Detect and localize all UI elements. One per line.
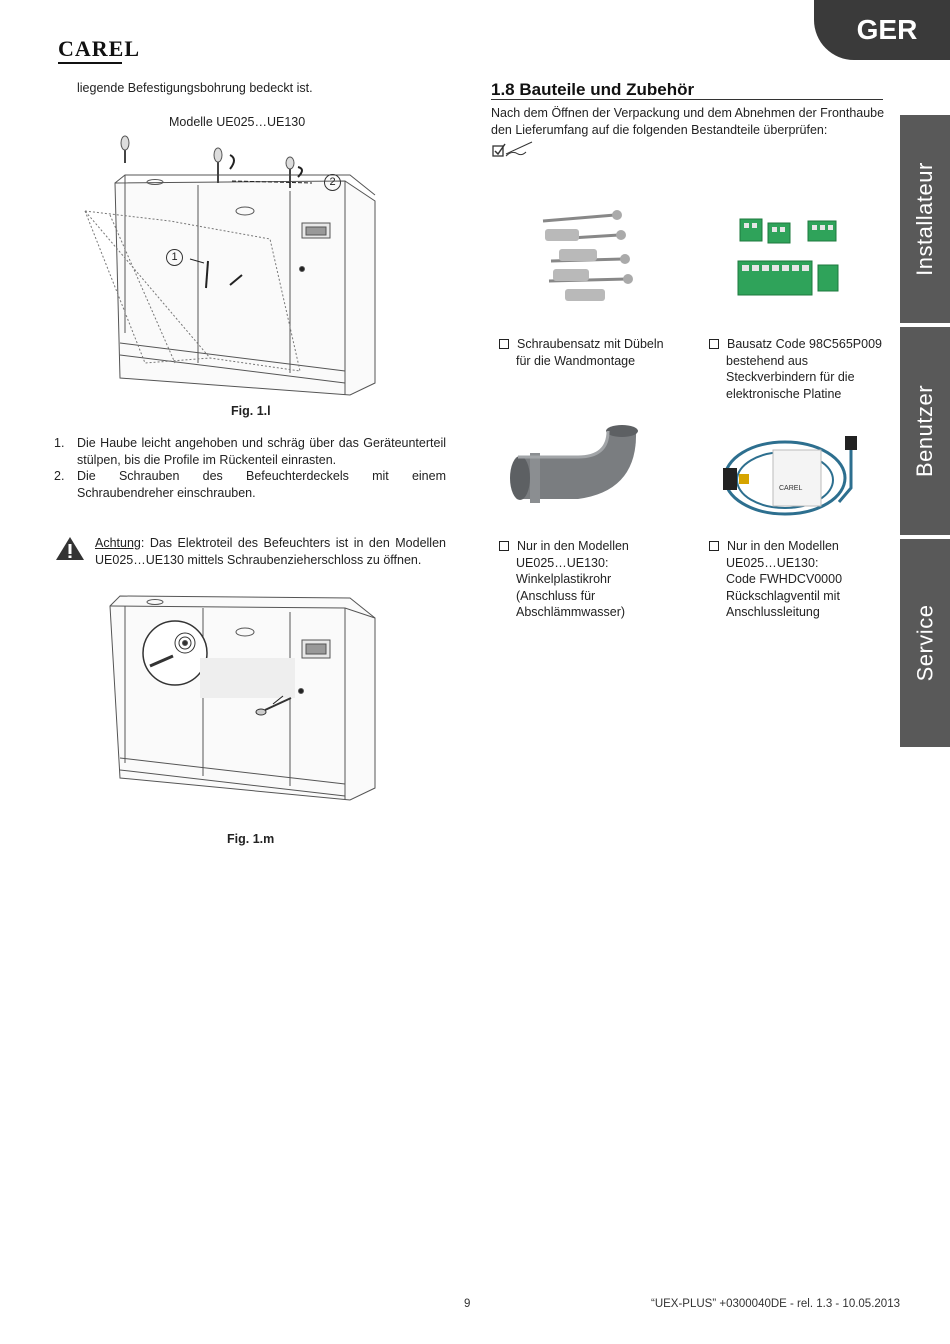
item-line: Winkelplastikrohr (516, 572, 612, 586)
item-check-valve (709, 538, 899, 621)
elbow-pipe-photo (508, 421, 658, 521)
warning-paragraph (95, 535, 446, 568)
step-item (54, 435, 446, 468)
section-rule (491, 99, 883, 100)
carel-logo: CAREL (58, 36, 141, 61)
screws-and-dowels-photo (535, 205, 635, 307)
step-item (54, 468, 446, 501)
side-tab-installateur[interactable] (900, 115, 950, 323)
step-number: 2. (54, 469, 65, 483)
item-line: Rückschlagventil mit (726, 588, 840, 603)
item-line: elektronische Platine (726, 386, 842, 401)
item-line: (Anschluss für (516, 588, 596, 603)
warning-text: : Das Elektroteil des Befeuchters ist in den Modellen UE025…UE130 mittels Schraubenzieherschloss zu öffnen. (95, 536, 446, 567)
models-label: Modelle UE025…UE130 (169, 115, 306, 129)
checkbox-icon (709, 541, 719, 551)
item-line: Steckverbindern für die (726, 370, 855, 384)
callout-2: 2 (324, 174, 341, 191)
checkbox-icon (499, 339, 509, 349)
document-reference: “UEX-PLUS” +0300040DE - rel. 1.3 - 10.05.2013 (651, 1298, 900, 1310)
warning-icon (55, 536, 85, 561)
language-tab: GER (814, 0, 950, 60)
steps-list (54, 435, 446, 501)
warning-label: Achtung (95, 536, 141, 550)
figure-1l-drawing (80, 133, 400, 398)
side-tab-label: Installateur (912, 162, 937, 276)
item-elbow-pipe (499, 538, 689, 621)
item-line: Nur in den Modellen (499, 538, 689, 555)
item-line: Nur in den Modellen (709, 538, 899, 555)
item-line: bestehend aus (726, 353, 809, 368)
connector-kit-photo (732, 213, 842, 298)
step-number: 1. (54, 436, 65, 450)
fig-1m-caption: Fig. 1.m (227, 832, 275, 846)
side-tab-label: Benutzer (912, 384, 937, 478)
item-line: Schraubensatz mit Dübeln (499, 336, 689, 353)
item-line: Anschlussleitung (726, 605, 820, 619)
item-line: für die Wandmontage (516, 353, 636, 368)
connector-kit-brand: CAREL (779, 485, 803, 492)
item-line: UE025…UE130: (726, 555, 819, 570)
item-connector-kit (709, 336, 899, 402)
side-tab-label: Service (912, 604, 938, 682)
item-line: Code FWHDCV0000 (726, 572, 843, 586)
fig-1l-caption: Fig. 1.l (231, 404, 271, 418)
item-screws (499, 336, 689, 369)
callout-1: 1 (166, 249, 183, 266)
check-valve-cable-photo (715, 428, 865, 520)
section-title: 1.8 Bauteile und Zubehör (491, 80, 695, 99)
item-line: Bausatz Code 98C565P009 (709, 336, 899, 353)
figure-1m-drawing (105, 588, 385, 820)
logo-underline (58, 62, 122, 64)
intro-line: liegende Befestigungsbohrung bedeckt ist. (77, 81, 313, 95)
step-text: Die Schrauben des Befeuchterdeckels mit einem Schraubendreher einschrauben. (77, 469, 446, 500)
item-line: Abschlämmwasser) (516, 605, 626, 619)
side-tab-service[interactable] (900, 539, 950, 747)
page-number: 9 (464, 1298, 471, 1310)
section-intro: Nach dem Öffnen der Verpackung und dem Abnehmen der Fronthaube den Lieferumfang auf die folgenden Bestandteile überprüfen: (491, 106, 885, 137)
checkbox-icon (709, 339, 719, 349)
item-line: UE025…UE130: (516, 555, 609, 570)
step-text: Die Haube leicht angehoben und schräg über das Geräteunterteil stülpen, bis die Profile im Rückenteil einrasten. (77, 436, 446, 467)
checklist-icon (492, 140, 536, 160)
side-tab-benutzer[interactable] (900, 327, 950, 535)
checkbox-icon (499, 541, 509, 551)
